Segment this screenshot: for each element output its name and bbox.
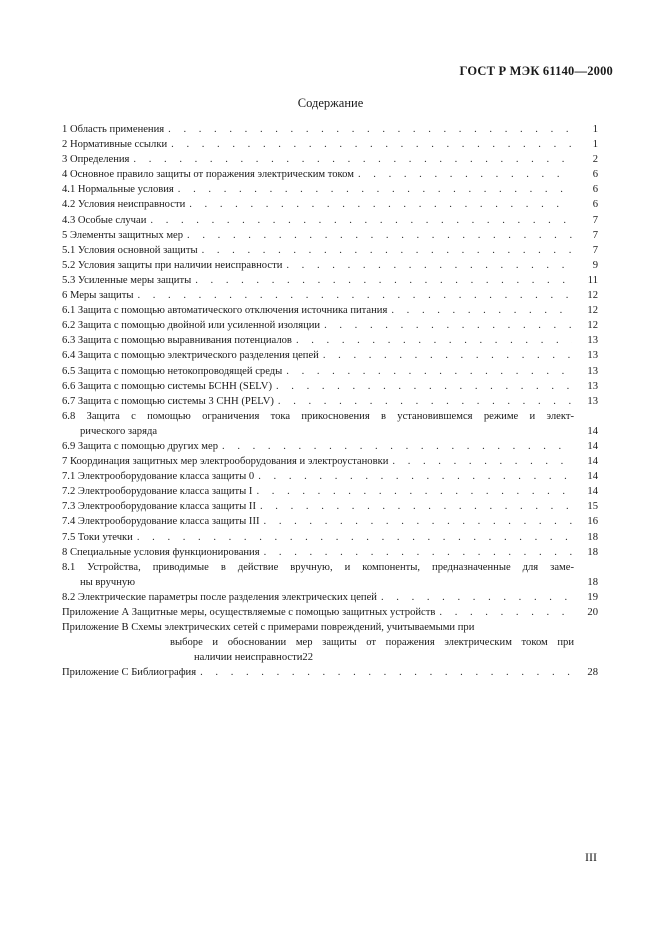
- toc-entry[interactable]: [62, 288, 598, 303]
- toc-entry-page: 13: [587, 380, 598, 392]
- toc-entry[interactable]: [62, 469, 598, 484]
- toc-entry-page: 7: [592, 229, 598, 241]
- toc-entry-page: 9: [592, 259, 598, 271]
- toc-entry-page: 12: [587, 290, 598, 302]
- toc-entry-6-8[interactable]: [62, 409, 598, 439]
- toc-entry-label: Приложение В Схемы электрических сетей с примерами повреждений, учитываемыми при: [62, 622, 475, 634]
- toc-entry[interactable]: [62, 484, 598, 499]
- toc-entry-label-cont: ны вручную: [80, 576, 136, 588]
- toc-entry-label: 4 Основное правило защиты от поражения электрическим током: [62, 169, 354, 181]
- toc-entry[interactable]: [62, 258, 598, 273]
- toc-entry-label: 6.2 Защита с помощью двойной или усиленной изоляции: [62, 320, 321, 332]
- toc-entry-page: 28: [587, 667, 598, 679]
- toc-entry-page: 18: [587, 546, 598, 558]
- toc-entry-page: 22: [302, 652, 313, 664]
- toc-entry-label: 4.2 Условия неисправности: [62, 199, 186, 211]
- toc-entry-label: 6 Меры защиты: [62, 290, 134, 302]
- toc-title: Содержание: [297, 96, 364, 110]
- dot-leader: [133, 152, 572, 167]
- toc-entry-page: 14: [587, 456, 598, 468]
- toc-entry-label: 8.2 Электрические параметры после разделения электрических цепей: [62, 591, 377, 603]
- toc-entry-label: 4.1 Нормальные условия: [62, 184, 174, 196]
- toc-entry-label-cont: выборе и обосновании мер защиты от поражения электрическим током при: [170, 637, 574, 649]
- toc-entry[interactable]: [62, 590, 598, 605]
- toc-entry-label: 4.3 Особые случаи: [62, 214, 147, 226]
- toc-entry-label: 6.8 Защита с помощью ограничения тока прикосновения в установившемся режиме и элект-: [62, 410, 574, 422]
- dot-leader: [256, 484, 572, 499]
- toc-entry-page: 7: [592, 244, 598, 256]
- toc-entry[interactable]: [62, 514, 598, 529]
- toc-entry-page: 14: [587, 471, 598, 483]
- toc-entry-label: 6.5 Защита с помощью нетокопроводящей среды: [62, 365, 283, 377]
- toc-entry-page: 12: [587, 320, 598, 332]
- toc-entry[interactable]: [62, 545, 598, 560]
- dot-leader: [178, 182, 572, 197]
- dot-leader: [187, 228, 572, 243]
- toc-entry[interactable]: [62, 197, 598, 212]
- toc-entry-page: 6: [592, 184, 598, 196]
- dot-leader: [168, 122, 572, 137]
- toc-entry-label: 5.1 Условия основной защиты: [62, 244, 198, 256]
- toc-entry-appendix-c[interactable]: [62, 665, 598, 680]
- toc-entry-page: 13: [587, 395, 598, 407]
- toc-entry-label: 7.3 Электрооборудование класса защиты II: [62, 501, 256, 513]
- toc-entry-label: 7.2 Электрооборудование класса защиты I: [62, 486, 253, 498]
- toc-entry-page: 14: [587, 486, 598, 498]
- dot-leader: [137, 288, 572, 303]
- dot-leader: [392, 454, 572, 469]
- dot-leader: [150, 213, 572, 228]
- toc-entry[interactable]: [62, 333, 598, 348]
- toc-entry-label-cont: рического заряда: [80, 425, 158, 437]
- toc-entry-label: Приложение А Защитные меры, осуществляемые с помощью защитных устройств: [62, 607, 436, 618]
- toc-entry-page: 6: [592, 199, 598, 211]
- dot-leader: [258, 469, 572, 484]
- toc-entry[interactable]: [62, 182, 598, 197]
- toc-entry-page: 1: [592, 139, 598, 151]
- toc-entry-label: 2 Нормативные ссылки: [62, 139, 168, 151]
- toc-entry[interactable]: [62, 167, 598, 182]
- toc-entry-label: 6.4 Защита с помощью электрического разделения цепей: [62, 350, 319, 362]
- document-code: ГОСТ Р МЭК 61140—2000: [459, 64, 613, 78]
- toc-entry[interactable]: [62, 530, 598, 545]
- toc-entry-label: 1 Область применения: [62, 124, 165, 135]
- page-number: III: [585, 850, 597, 864]
- toc-entry-page: 19: [587, 591, 598, 603]
- toc-entry[interactable]: [62, 379, 598, 394]
- dot-leader: [260, 499, 572, 514]
- toc-entry-label: 7.4 Электрооборудование класса защиты III: [62, 516, 260, 528]
- toc-entry-label: 6.9 Защита с помощью других мер: [62, 440, 219, 452]
- toc-entry-page: 1: [592, 124, 598, 135]
- dot-leader: [276, 379, 572, 394]
- toc-entry-label: 7 Координация защитных мер электрооборудования и электроустановки: [62, 456, 389, 468]
- toc-entry-8-1[interactable]: [62, 560, 598, 590]
- toc-entry-page: 2: [592, 154, 598, 166]
- toc-entry-label: 6.6 Защита с помощью системы БСНН (SELV): [62, 380, 272, 392]
- toc-entry-label: 6.1 Защита с помощью автоматического отключения источника питания: [62, 305, 388, 317]
- toc-entry[interactable]: [62, 303, 598, 318]
- toc-entry[interactable]: [62, 137, 598, 152]
- toc-entry[interactable]: [62, 605, 598, 620]
- toc-entry[interactable]: [62, 454, 598, 469]
- toc-entry[interactable]: [62, 152, 598, 167]
- toc-entry-label: Приложение С Библиография: [62, 667, 197, 679]
- dot-leader: [296, 333, 572, 348]
- toc-entry-page: 18: [587, 576, 598, 588]
- dot-leader: [324, 318, 572, 333]
- toc-entry-page: 12: [587, 305, 598, 317]
- toc-entry-page: 16: [587, 516, 598, 528]
- toc-entry[interactable]: [62, 273, 598, 288]
- toc-entry[interactable]: [62, 318, 598, 333]
- toc-entry-label: 3 Определения: [62, 154, 130, 166]
- dot-leader: [286, 258, 572, 273]
- toc-entry-page: 15: [587, 501, 598, 513]
- toc-entry-page: 18: [587, 531, 598, 543]
- dot-leader: [358, 167, 572, 182]
- table-of-contents: [62, 122, 598, 680]
- dot-leader: [195, 273, 572, 288]
- toc-entry-label: 8.1 Устройства, приводимые в действие вручную, и компоненты, предназначенные для заме-: [62, 561, 574, 573]
- dot-leader: [278, 394, 572, 409]
- toc-entry-label: 5.2 Условия защиты при наличии неисправности: [62, 259, 283, 271]
- dot-leader: [381, 590, 572, 605]
- toc-entry-label: 6.3 Защита с помощью выравнивания потенциалов: [62, 335, 292, 347]
- toc-entry-label-cont: наличии неисправности: [194, 652, 303, 664]
- toc-entry-label: 8 Специальные условия функционирования: [62, 546, 260, 558]
- dot-leader: [439, 605, 572, 620]
- toc-entry[interactable]: [62, 228, 598, 243]
- dot-leader: [286, 364, 572, 379]
- toc-entry-label: 6.7 Защита с помощью системы 3 СНН (PELV): [62, 395, 274, 407]
- toc-entry[interactable]: [62, 122, 598, 137]
- toc-entry-page: 20: [587, 607, 598, 618]
- toc-entry-page: 6: [592, 169, 598, 181]
- toc-entry[interactable]: [62, 499, 598, 514]
- toc-entry-page: 7: [592, 214, 598, 226]
- toc-entry-page: 14: [587, 440, 598, 452]
- toc-entry-label: 7.1 Электрооборудование класса защиты 0: [62, 471, 255, 483]
- toc-entry-page: 14: [587, 425, 598, 437]
- dot-leader: [202, 243, 572, 258]
- dot-leader: [222, 439, 572, 454]
- toc-entry[interactable]: [62, 394, 598, 409]
- toc-entry-page: 13: [587, 365, 598, 377]
- toc-entry-page: 11: [587, 274, 598, 286]
- dot-leader: [264, 514, 572, 529]
- toc-entry[interactable]: [62, 364, 598, 379]
- toc-entry-page: 13: [587, 350, 598, 362]
- dot-leader: [323, 348, 572, 363]
- toc-entry[interactable]: [62, 243, 598, 258]
- toc-entry-appendix-b[interactable]: [62, 620, 598, 665]
- toc-entry-page: 13: [587, 335, 598, 347]
- toc-entry[interactable]: [62, 213, 598, 228]
- toc-entry-label: 5 Элементы защитных мер: [62, 229, 184, 241]
- dot-leader: [200, 665, 572, 680]
- dot-leader: [264, 545, 572, 560]
- dot-leader: [137, 530, 572, 545]
- toc-entry-label: 5.3 Усиленные меры защиты: [62, 274, 192, 286]
- toc-entry[interactable]: [62, 348, 598, 363]
- toc-entry-label: 7.5 Токи утечки: [62, 531, 133, 543]
- dot-leader: [171, 137, 572, 152]
- dot-leader: [189, 197, 572, 212]
- dot-leader: [391, 303, 572, 318]
- toc-entry[interactable]: [62, 439, 598, 454]
